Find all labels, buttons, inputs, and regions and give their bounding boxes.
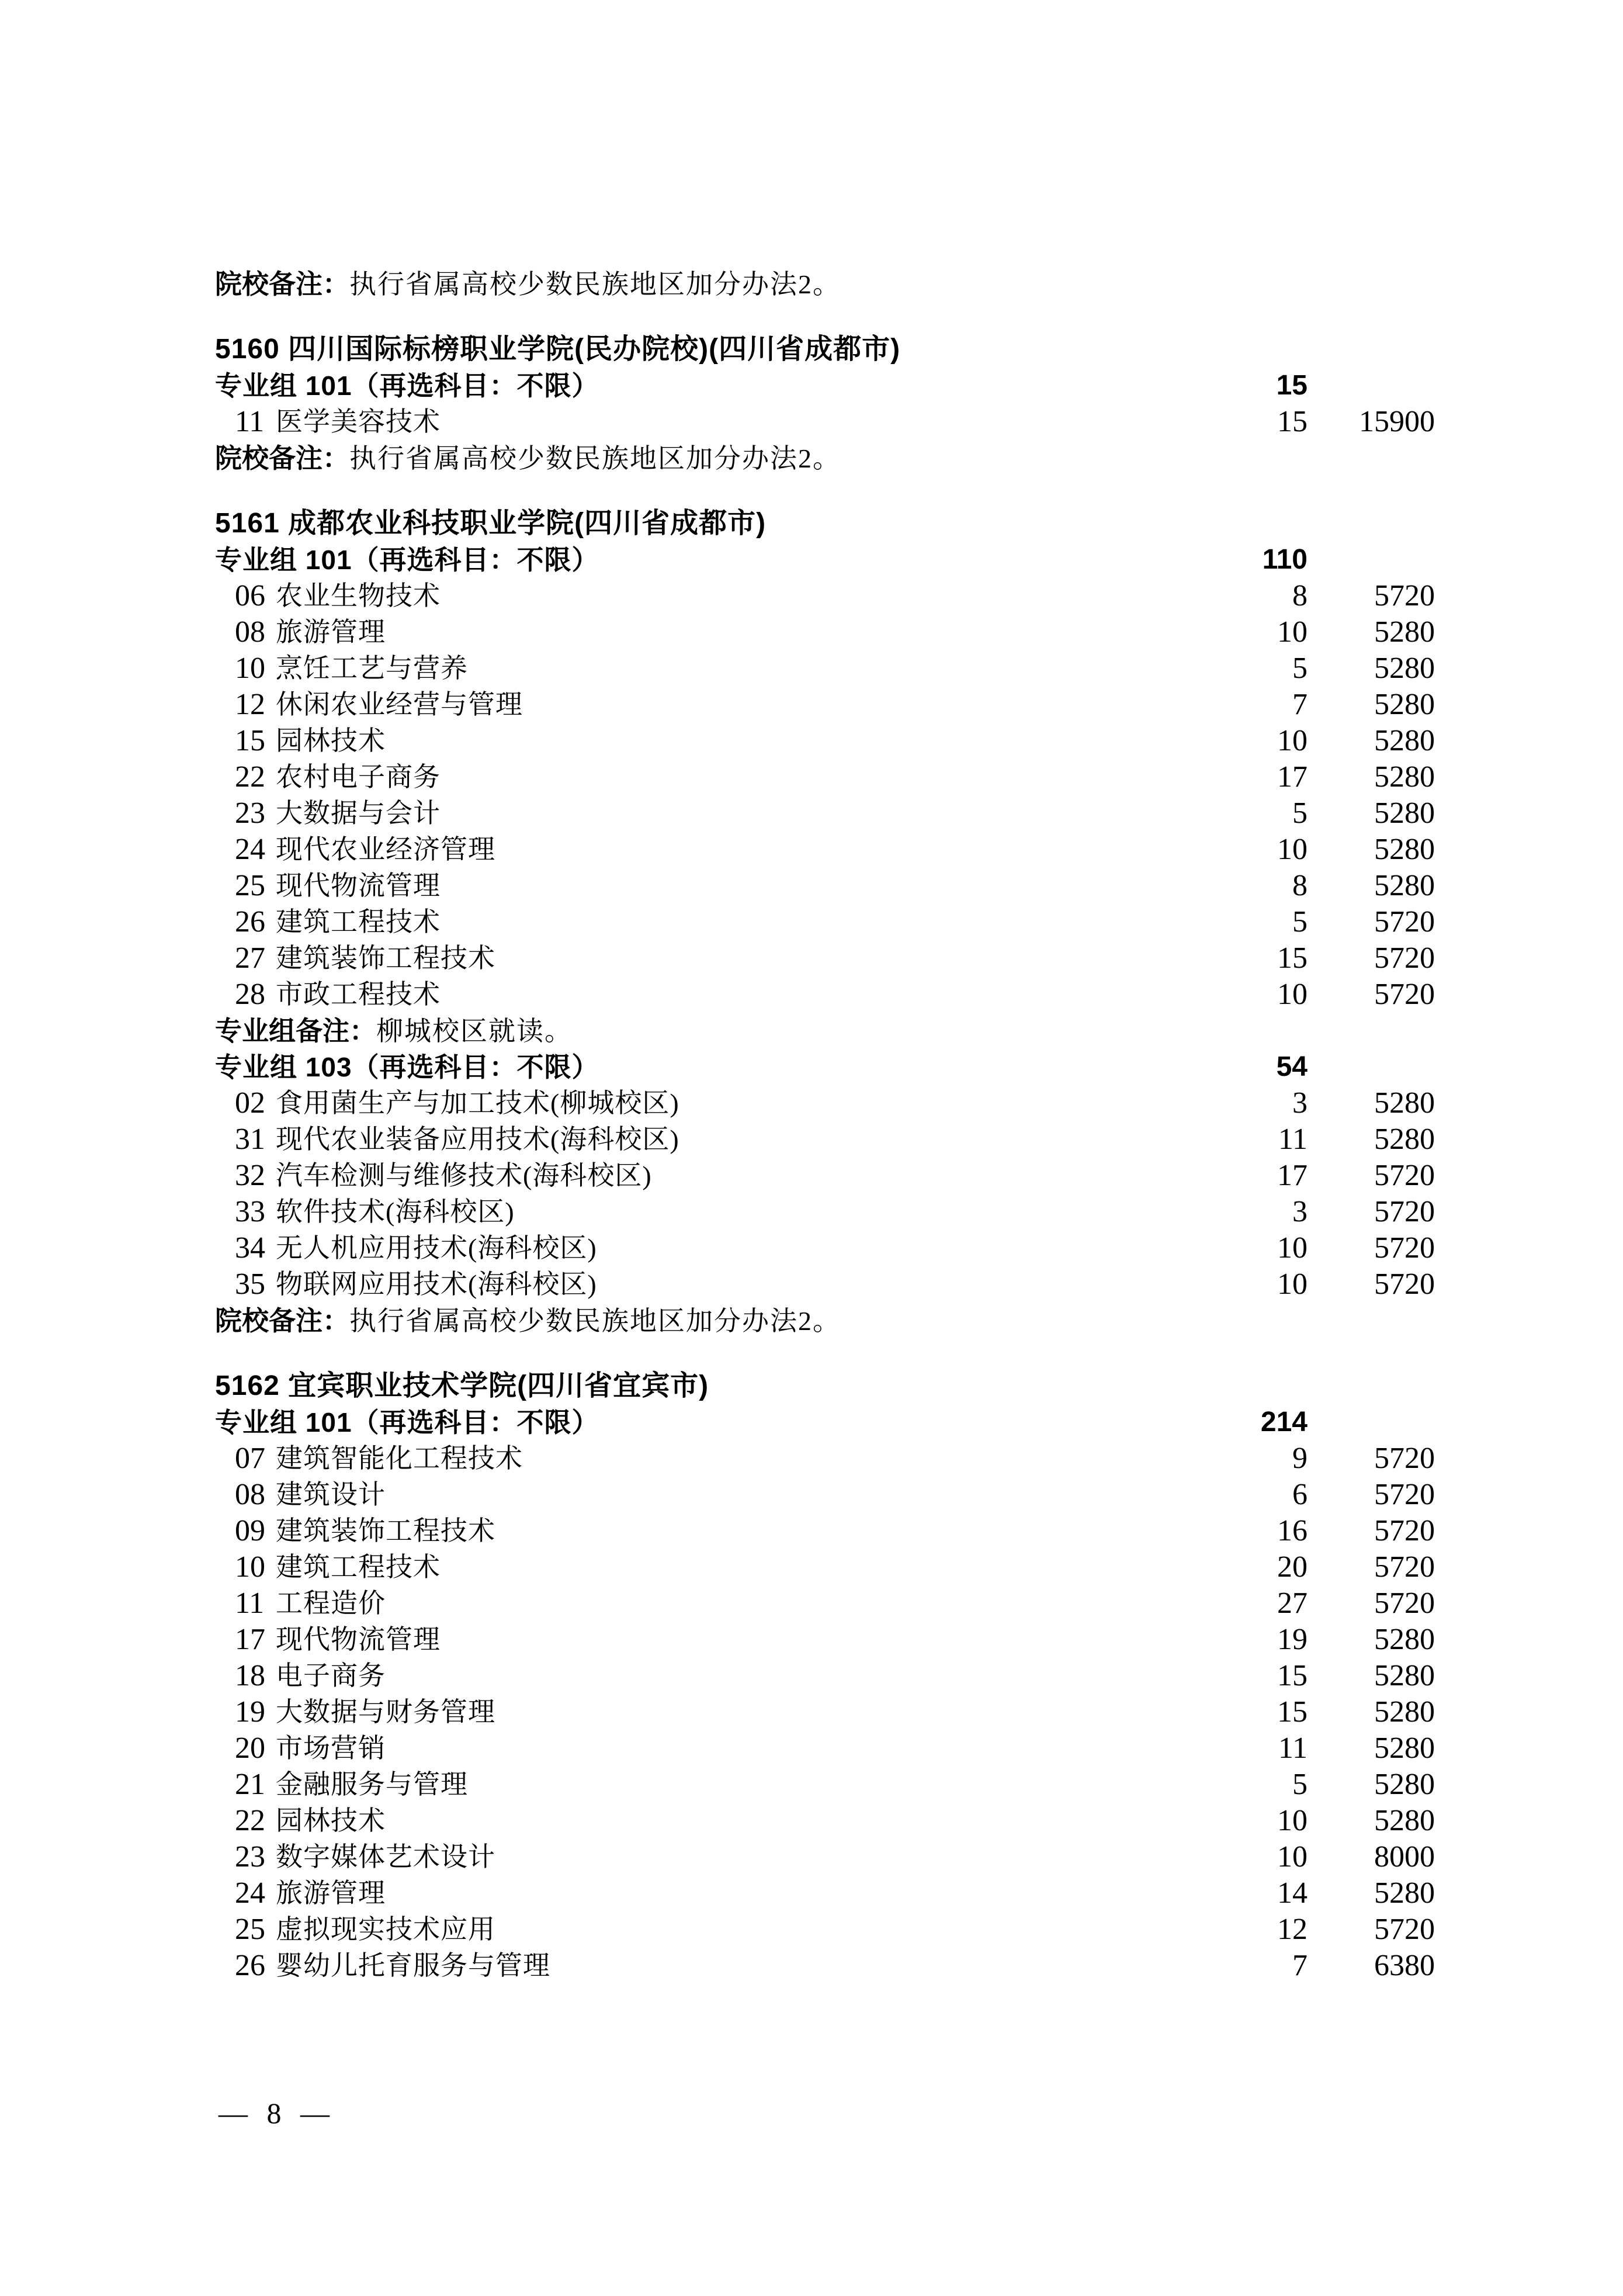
major-plan-count: 15 <box>1277 941 1308 975</box>
group-title: 专业组 101（再选科目：不限） <box>215 545 599 575</box>
major-number: 28 <box>235 978 265 1011</box>
note-text: 执行省属高校少数民族地区加分办法2。 <box>349 269 841 299</box>
major-tuition-fee: 5280 <box>1374 688 1435 721</box>
major-name: 市政工程技术 <box>276 979 441 1009</box>
major-plan-count: 9 <box>1292 1442 1308 1475</box>
major-row <box>215 1549 1448 1585</box>
group-title: 专业组 103（再选科目：不限） <box>215 1052 599 1082</box>
major-row <box>215 1266 1448 1303</box>
major-name: 大数据与会计 <box>276 798 441 828</box>
college-header <box>215 331 1448 368</box>
major-name: 市场营销 <box>276 1733 386 1763</box>
major-plan-count: 7 <box>1292 1949 1308 1982</box>
major-row <box>215 1440 1448 1477</box>
group-total-plan-count: 214 <box>1260 1407 1308 1438</box>
major-tuition-fee: 5280 <box>1374 1768 1435 1801</box>
major-number: 24 <box>235 1876 265 1910</box>
major-plan-count: 8 <box>1292 579 1308 612</box>
major-name: 园林技术 <box>276 726 386 756</box>
major-plan-count: 10 <box>1277 1231 1308 1265</box>
major-plan-count: 14 <box>1277 1876 1308 1910</box>
group-title: 专业组 101（再选科目：不限） <box>215 370 599 401</box>
major-tuition-fee: 5280 <box>1374 760 1435 794</box>
major-tuition-fee: 5720 <box>1374 1587 1435 1620</box>
major-tuition-fee: 5720 <box>1374 1231 1435 1265</box>
group-header-line <box>215 1049 1448 1085</box>
major-row <box>215 687 1448 723</box>
group-header-line <box>215 1404 1448 1440</box>
major-plan-count: 10 <box>1277 1268 1308 1301</box>
college-code-and-name: 5162 宜宾职业技术学院(四川省宜宾市) <box>215 1370 709 1401</box>
major-number: 25 <box>235 869 265 902</box>
major-row <box>215 1513 1448 1549</box>
major-number: 07 <box>235 1442 265 1475</box>
major-tuition-fee: 8000 <box>1374 1840 1435 1873</box>
major-number: 19 <box>235 1695 265 1729</box>
major-number: 06 <box>235 579 265 612</box>
major-tuition-fee: 5720 <box>1374 1514 1435 1547</box>
major-number: 31 <box>235 1123 265 1156</box>
major-row <box>215 578 1448 614</box>
major-name: 金融服务与管理 <box>276 1769 468 1799</box>
major-row <box>215 1839 1448 1875</box>
major-number: 21 <box>235 1768 265 1801</box>
major-name: 数字媒体艺术设计 <box>276 1842 495 1872</box>
major-number: 15 <box>235 724 265 757</box>
college-note-line <box>215 266 1448 302</box>
major-number: 24 <box>235 833 265 866</box>
major-plan-count: 16 <box>1277 1514 1308 1547</box>
major-name: 农业生物技术 <box>276 581 441 611</box>
major-row <box>215 404 1448 440</box>
major-name: 旅游管理 <box>276 1878 386 1908</box>
major-plan-count: 3 <box>1292 1195 1308 1228</box>
major-row <box>215 1121 1448 1158</box>
major-name: 电子商务 <box>276 1661 386 1691</box>
major-row <box>215 1694 1448 1730</box>
major-row <box>215 1158 1448 1194</box>
major-tuition-fee: 5720 <box>1374 978 1435 1011</box>
college-header <box>215 1368 1448 1404</box>
major-row <box>215 614 1448 650</box>
major-plan-count: 17 <box>1277 760 1308 794</box>
group-title: 专业组 101（再选科目：不限） <box>215 1407 599 1438</box>
major-name: 旅游管理 <box>276 617 386 647</box>
major-tuition-fee: 5280 <box>1374 615 1435 649</box>
major-plan-count: 15 <box>1277 1659 1308 1692</box>
major-number: 02 <box>235 1086 265 1120</box>
major-name: 大数据与财务管理 <box>276 1697 495 1727</box>
group-total-plan-count: 110 <box>1262 544 1308 575</box>
major-plan-count: 10 <box>1277 1804 1308 1837</box>
major-plan-count: 12 <box>1277 1913 1308 1946</box>
major-row <box>215 1803 1448 1839</box>
major-name: 物联网应用技术(海科校区) <box>276 1269 597 1299</box>
major-number: 27 <box>235 941 265 975</box>
group-total-plan-count: 54 <box>1276 1051 1308 1082</box>
major-name: 虚拟现实技术应用 <box>276 1914 495 1944</box>
major-number: 26 <box>235 1949 265 1982</box>
group-total-plan-count: 15 <box>1276 370 1308 401</box>
major-number: 20 <box>235 1731 265 1765</box>
major-tuition-fee: 5280 <box>1374 1659 1435 1692</box>
major-plan-count: 5 <box>1292 796 1308 830</box>
major-tuition-fee: 5720 <box>1374 1913 1435 1946</box>
major-name: 建筑智能化工程技术 <box>276 1443 523 1473</box>
major-number: 35 <box>235 1268 265 1301</box>
major-row <box>215 1767 1448 1803</box>
major-tuition-fee: 5280 <box>1374 1876 1435 1910</box>
page-number: — 8 — <box>219 2097 335 2129</box>
note-text: 执行省属高校少数民族地区加分办法2。 <box>349 1306 841 1336</box>
major-row <box>215 650 1448 687</box>
major-number: 22 <box>235 760 265 794</box>
major-row <box>215 1194 1448 1230</box>
major-row <box>215 1085 1448 1121</box>
major-row <box>215 1730 1448 1767</box>
major-tuition-fee: 6380 <box>1374 1949 1435 1982</box>
major-row <box>215 759 1448 795</box>
major-plan-count: 10 <box>1277 1840 1308 1873</box>
major-tuition-fee: 5720 <box>1374 905 1435 939</box>
major-row <box>215 832 1448 868</box>
major-row <box>215 1585 1448 1622</box>
college-code-and-name: 5161 成都农业科技职业学院(四川省成都市) <box>215 508 767 539</box>
major-name: 无人机应用技术(海科校区) <box>276 1233 597 1263</box>
major-row <box>215 1875 1448 1911</box>
major-plan-count: 27 <box>1277 1587 1308 1620</box>
major-tuition-fee: 5720 <box>1374 1442 1435 1475</box>
major-row <box>215 904 1448 940</box>
major-tuition-fee: 5280 <box>1374 652 1435 685</box>
major-name: 工程造价 <box>276 1588 386 1618</box>
major-tuition-fee: 5280 <box>1374 1731 1435 1765</box>
major-name: 现代农业装备应用技术(海科校区) <box>276 1124 679 1154</box>
major-number: 17 <box>235 1623 265 1656</box>
major-plan-count: 10 <box>1277 615 1308 649</box>
major-tuition-fee: 5720 <box>1374 1478 1435 1511</box>
major-row <box>215 868 1448 904</box>
group-note-line <box>215 1013 1448 1049</box>
major-number: 23 <box>235 1840 265 1873</box>
major-number: 10 <box>235 1550 265 1584</box>
major-number: 23 <box>235 796 265 830</box>
major-plan-count: 10 <box>1277 833 1308 866</box>
major-row <box>215 723 1448 759</box>
major-name: 建筑装饰工程技术 <box>276 1516 495 1546</box>
note-text: 执行省属高校少数民族地区加分办法2。 <box>349 444 841 473</box>
major-name: 婴幼儿托育服务与管理 <box>276 1951 550 1980</box>
group-header-line <box>215 542 1448 578</box>
major-row <box>215 1948 1448 1984</box>
major-number: 10 <box>235 652 265 685</box>
major-tuition-fee: 5720 <box>1374 941 1435 975</box>
major-name: 建筑设计 <box>276 1480 386 1509</box>
major-tuition-fee: 5280 <box>1374 1695 1435 1729</box>
note-text: 柳城校区就读。 <box>376 1016 573 1046</box>
major-number: 09 <box>235 1514 265 1547</box>
major-number: 11 <box>235 405 265 438</box>
major-name: 医学美容技术 <box>276 407 441 437</box>
major-row <box>215 795 1448 832</box>
major-tuition-fee: 5280 <box>1374 1804 1435 1837</box>
major-name: 软件技术(海科校区) <box>276 1197 515 1227</box>
major-number: 22 <box>235 1804 265 1837</box>
major-row <box>215 940 1448 976</box>
major-row <box>215 1230 1448 1266</box>
college-note-line <box>215 1303 1448 1339</box>
major-tuition-fee: 5280 <box>1374 833 1435 866</box>
major-name: 建筑工程技术 <box>276 907 441 937</box>
major-plan-count: 7 <box>1292 688 1308 721</box>
major-row <box>215 1622 1448 1658</box>
major-name: 休闲农业经营与管理 <box>276 690 523 719</box>
major-plan-count: 3 <box>1292 1086 1308 1120</box>
major-tuition-fee: 5280 <box>1374 869 1435 902</box>
major-number: 25 <box>235 1913 265 1946</box>
major-tuition-fee: 5280 <box>1374 1086 1435 1120</box>
major-row <box>215 1911 1448 1948</box>
major-number: 08 <box>235 1478 265 1511</box>
major-tuition-fee: 15900 <box>1359 405 1435 438</box>
major-name: 食用菌生产与加工技术(柳城校区) <box>276 1088 679 1118</box>
major-tuition-fee: 5720 <box>1374 1195 1435 1228</box>
major-name: 烹饪工艺与营养 <box>276 653 468 683</box>
note-label: 院校备注： <box>215 269 349 299</box>
major-tuition-fee: 5280 <box>1374 724 1435 757</box>
college-note-line <box>215 440 1448 476</box>
major-plan-count: 6 <box>1292 1478 1308 1511</box>
document-content <box>215 266 1448 1984</box>
major-tuition-fee: 5720 <box>1374 579 1435 612</box>
major-name: 建筑工程技术 <box>276 1552 441 1582</box>
college-code-and-name: 5160 四川国际标榜职业学院(民办院校)(四川省成都市) <box>215 334 901 365</box>
major-tuition-fee: 5280 <box>1374 1123 1435 1156</box>
major-tuition-fee: 5720 <box>1374 1268 1435 1301</box>
major-tuition-fee: 5720 <box>1374 1550 1435 1584</box>
major-plan-count: 15 <box>1277 1695 1308 1729</box>
major-plan-count: 5 <box>1292 905 1308 939</box>
major-number: 26 <box>235 905 265 939</box>
major-plan-count: 5 <box>1292 652 1308 685</box>
major-name: 现代物流管理 <box>276 871 441 901</box>
major-tuition-fee: 5280 <box>1374 1623 1435 1656</box>
major-tuition-fee: 5720 <box>1374 1159 1435 1192</box>
major-plan-count: 17 <box>1277 1159 1308 1192</box>
major-row <box>215 1658 1448 1694</box>
major-plan-count: 5 <box>1292 1768 1308 1801</box>
major-name: 园林技术 <box>276 1806 386 1836</box>
major-plan-count: 10 <box>1277 978 1308 1011</box>
major-plan-count: 19 <box>1277 1623 1308 1656</box>
major-plan-count: 8 <box>1292 869 1308 902</box>
major-name: 建筑装饰工程技术 <box>276 943 495 973</box>
major-number: 33 <box>235 1195 265 1228</box>
note-label: 专业组备注： <box>215 1016 376 1046</box>
major-number: 12 <box>235 688 265 721</box>
major-name: 现代农业经济管理 <box>276 834 495 864</box>
major-row <box>215 1477 1448 1513</box>
major-number: 18 <box>235 1659 265 1692</box>
major-row <box>215 976 1448 1013</box>
major-number: 08 <box>235 615 265 649</box>
major-plan-count: 10 <box>1277 724 1308 757</box>
college-header <box>215 505 1448 542</box>
major-number: 34 <box>235 1231 265 1265</box>
major-plan-count: 11 <box>1278 1731 1308 1765</box>
major-name: 农村电子商务 <box>276 762 441 792</box>
major-name: 现代物流管理 <box>276 1625 441 1654</box>
note-label: 院校备注： <box>215 443 349 473</box>
major-plan-count: 20 <box>1277 1550 1308 1584</box>
major-number: 11 <box>235 1587 265 1620</box>
major-tuition-fee: 5280 <box>1374 796 1435 830</box>
group-header-line <box>215 368 1448 404</box>
major-plan-count: 11 <box>1278 1123 1308 1156</box>
major-number: 32 <box>235 1159 265 1192</box>
major-plan-count: 15 <box>1277 405 1308 438</box>
note-label: 院校备注： <box>215 1305 349 1336</box>
major-name: 汽车检测与维修技术(海科校区) <box>276 1161 652 1190</box>
